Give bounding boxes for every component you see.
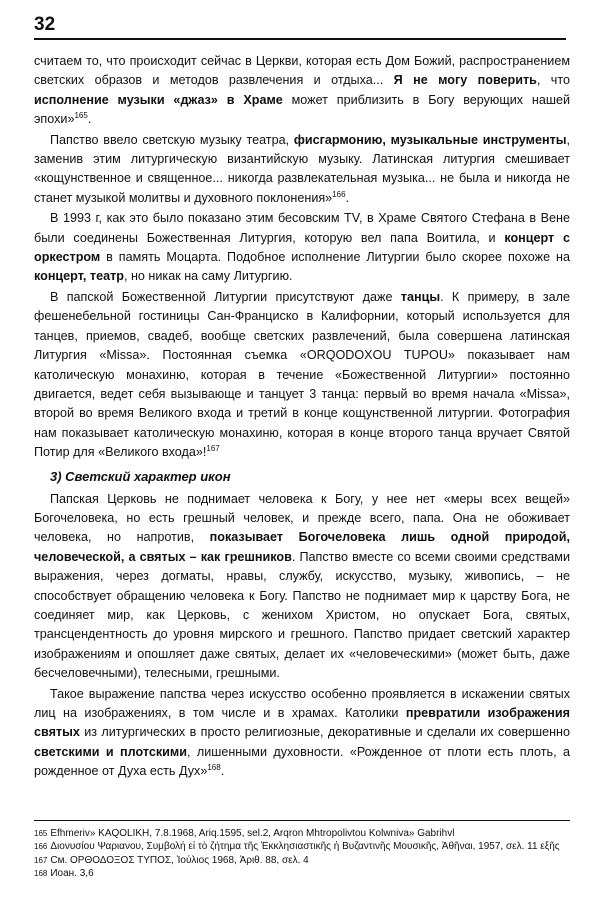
emphasis: превратили изображения святых: [34, 706, 571, 740]
footnote-text: См. ΟΡΘΟΔΟΞΟΣ ΤΥΠΟΣ, Ἰούλιος 1968, Ἀριθ. 88, σελ. 4: [50, 854, 309, 866]
footnote-number: 166: [34, 842, 48, 852]
paragraph-2: Папство ввело светскую музыку театра, фисгармонию, музыкальные инструменты, заменив этим литургическую византийскую музыку. Латинская литургия смешивает «кощунственное и священное... никогда развлекательная музыка... не была и никогда не станет музыкой молитвы и духовного поклонения»$^{166}$.: [34, 132, 570, 205]
footnote-ref-167[interactable]: 167: [206, 443, 220, 453]
footnote-ref-166[interactable]: 166: [332, 189, 346, 199]
footnote-text: Иоан. 3,6: [50, 868, 94, 880]
paragraph-5: Папская Церковь не поднимает человека к Богу, у нее нет «меры всех вещей» Богочеловека, но есть грешный человек, и прежде всего, папа. Она не обоживает человека, но напротив, показывает Богочеловека лишь одной природой, человеческой, а святых – как грешников. Папство вместе со всеми своими средствами выражения, через догматы, нравы, службу, искусство, музыку, живопись, – не способствует обращению человека к Богу. Папство не поднимает мир к царству Бога, не соединяет мир, как Церковь, с женихом Христом, но опускает Бога, святых, трансцендентность до уровня мирского и грешного. Папство придает светский характер изображениям и опошляет даже святых, делает их «человеческими» (может быть, даже бесчеловечными), телесными, грешными.: [34, 491, 570, 681]
footnotes: [34, 820, 570, 881]
emphasis: фисгармонию, музыкальные инструменты: [293, 132, 567, 147]
emphasis: исполнение музыки «джаз» в Храме: [34, 92, 283, 107]
paragraph-1: считаем то, что происходит сейчас в Церкви, которая есть Дом Божий, распространением светских образов и методов развлечения и отдыха... Я не могу поверить, что исполнение музыки «джаз» в Храме может приблизить в Богу верующих нашей эпохи»$^{165}$.: [34, 54, 570, 127]
emphasis: танцы: [400, 289, 441, 304]
paragraph-3: В 1993 г, как это было показано этим бесовским TV, в Храме Святого Стефана в Вене были соединены Божественная Литургия, которую вел папа Воитила, и концерт с оркестром в память Моцарта. Подобное исполнение Литургии было скорее похоже на концерт, театр, но никак на саму Литургию.: [34, 211, 570, 284]
footnote-ref-165[interactable]: 165: [74, 111, 88, 121]
page-number: 32: [34, 14, 56, 35]
emphasis: концерт, театр: [34, 269, 124, 284]
footnote-number: 167: [34, 855, 48, 865]
footnote-number: 165: [34, 829, 48, 838]
footnote-text: Διονυσίου Ψαριανου, Συμβολή εἰ τὸ ζήτημα τῆς Ἐκκλησιαστικῆς ἡ Βυζαντινῆς Μουσικῆς, Ἀθῆναι, 1957, σελ. 11 εξῆς: [50, 841, 560, 853]
section-heading: 3) Светский характер икон: [50, 468, 231, 484]
emphasis: концерт с оркестром: [34, 230, 570, 265]
footnote-ref-168[interactable]: 168: [207, 763, 221, 773]
footnote-text: Efhmeriv» KAQOLIKH, 7.8.1968, Ariq.1595, sel.2, Arqron Mhtropolivtou Kolwniva» Gabrihvl: [50, 828, 455, 839]
footnote-number: 168: [34, 869, 48, 879]
footnote: [34, 867, 570, 880]
footnote: [34, 840, 570, 853]
footnote: [34, 827, 570, 840]
page-header: [34, 14, 566, 40]
emphasis: показывает Богочеловека лишь одной природой, человеческой, а святых – как грешников: [34, 530, 570, 564]
main-text: [34, 52, 570, 782]
paragraph-4: В папской Божественной Литургии присутствуют даже танцы. К примеру, в зале фешенебельной гостиницы Сан-Франциско в Калифорнии, который используется для танцев, приемов, свадеб, вообще светских развлечений, была совершена латинская Литургия «Missa». Постоянная съемка «ORQODOXOU TUPOU» показывает нам католическую монахиню, которая в течение «Божественной Литургии» постоянно двигается, ведет себя вызывающе и танцует 3 танца: первый во время начала «Missa», второй во время Великого входа и третий в конце кощунственной литургии. Фотография нам показывает католическую монахиню, которая в конце второго танца вручает Святой Потир для «Великого входа»!$^{167}$: [34, 289, 571, 460]
paragraph-6: Такое выражение папства через искусство особенно проявляется в искажении святых лиц на изображениях, в том числе и в храмах. Католики превратили изображения святых из литургических в просто религиозные, декоративные и сделали их совершенно светскими и плотскими, лишенными духовности. «Рожденное от плоти есть плоть, а рожденное от Духа есть Дух»$^{168}$.: [34, 686, 571, 779]
emphasis: Я не могу поверить: [393, 73, 537, 88]
footnote: [34, 854, 570, 867]
emphasis: светскими и плотскими: [34, 744, 187, 759]
